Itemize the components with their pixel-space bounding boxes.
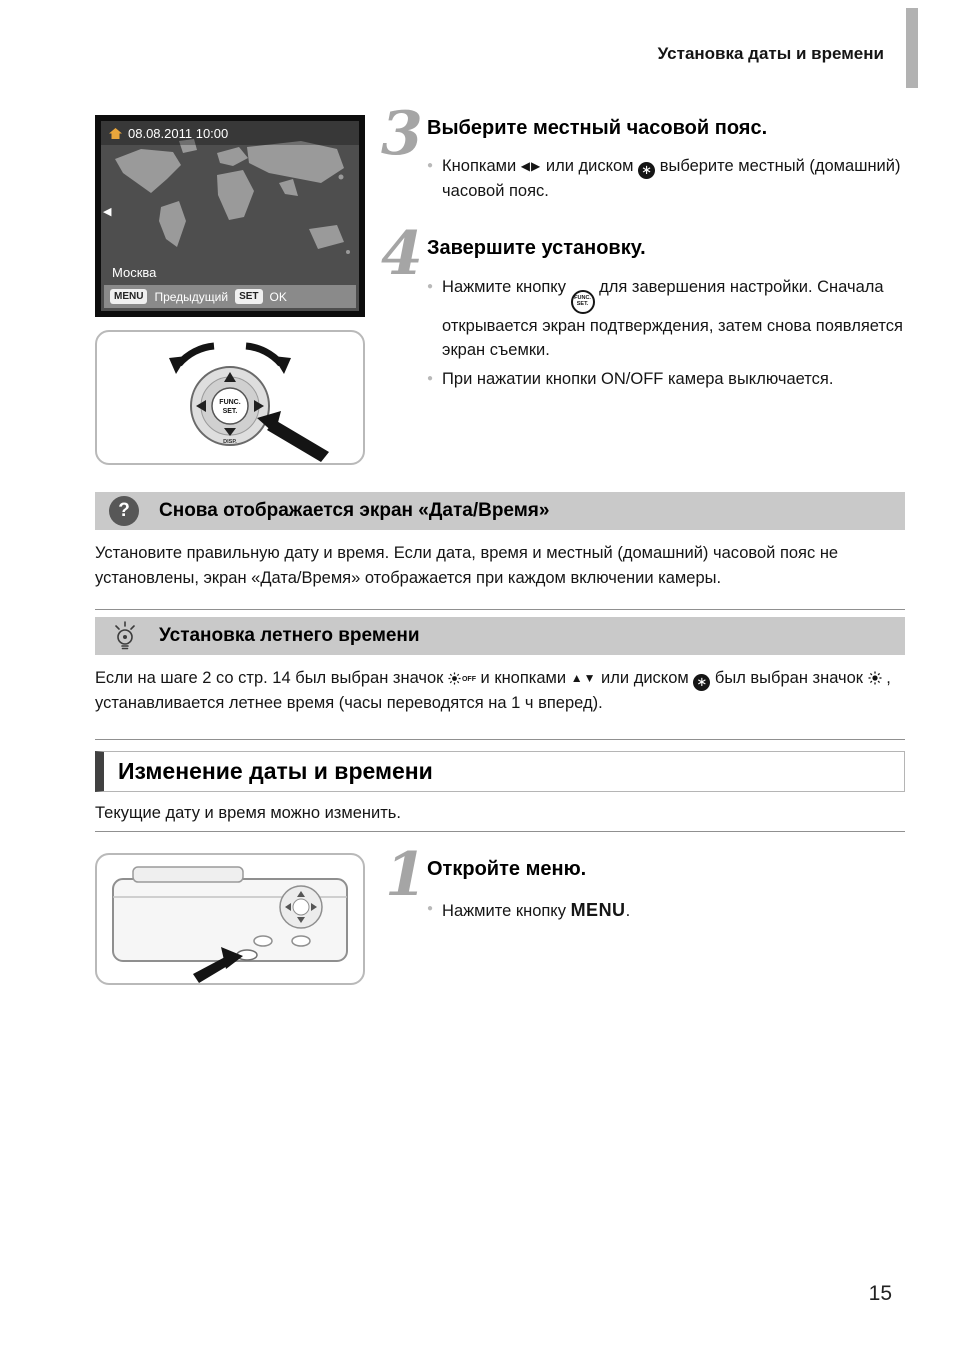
page-edge-tab	[906, 8, 918, 88]
step-3-title: Выберите местный часовой пояс.	[427, 117, 768, 139]
bullet-icon: ●	[427, 373, 434, 384]
summer-time-icon	[868, 671, 882, 685]
ok-label: OK	[269, 289, 287, 304]
disp-label: DISP.	[223, 439, 237, 445]
tip-box-summer-time	[95, 617, 905, 655]
screen-city-label: Москва	[112, 265, 157, 280]
step-3-bullet-text: Кнопками ◀▶ или диском ∗ выберите местный (домашний) часовой пояс.	[442, 157, 901, 200]
tip-2-body: Если на шаге 2 со стр. 14 был выбран значок OFF и кнопками ▲▼ или диском ∗ был выбран значок , устанавливается летнее время (часы переводятся на 1 ч вперед).	[95, 669, 891, 712]
step-4-bullet-1	[427, 275, 905, 363]
control-dial-icon: ∗	[693, 674, 710, 691]
set-label: SET.	[222, 408, 238, 415]
menu-button-label: MENU	[570, 900, 626, 920]
step-number-1: 1	[385, 840, 427, 910]
home-timezone-icon	[109, 128, 122, 140]
step-4-bullet-1-text: Нажмите кнопку FUNC. SET. для завершения настройки. Сначала открывается экран подтверждения, затем снова появляется экран съемки.	[442, 278, 903, 360]
control-dial-icon: ∗	[638, 162, 655, 179]
tip-1-title: Снова отображается экран «Дата/Время»	[159, 500, 550, 521]
screen-status-bar	[109, 126, 228, 141]
tip-1-body: Установите правильную дату и время. Если дата, время и местный (домашний) часовой пояс не установлены, экран «Дата/Время» отображается при каждом включении камеры.	[95, 544, 839, 587]
bullet-icon: ●	[427, 903, 434, 914]
step-4-bullet-2-text: При нажатии кнопки ON/OFF камера выключается.	[442, 370, 834, 388]
screen-button-bar	[104, 285, 356, 308]
screen-date-time: 08.08.2011 10:00	[128, 126, 229, 141]
divider	[95, 609, 905, 610]
set-badge: SET	[235, 289, 262, 304]
left-right-arrows-icon: ◀▶	[520, 159, 542, 173]
divider	[95, 739, 905, 740]
step-1-bullet	[427, 897, 905, 924]
func-set-button-icon: FUNC. SET.	[571, 290, 595, 314]
camera-back-graphic	[97, 855, 363, 983]
step-4-title: Завершите установку.	[427, 237, 646, 259]
bullet-icon: ●	[427, 281, 434, 292]
camera-back-illustration	[95, 853, 365, 985]
tip-2-title: Установка летнего времени	[159, 625, 420, 646]
step-3-bullet	[427, 154, 905, 204]
scroll-left-icon: ◀	[103, 206, 112, 218]
question-icon: ?	[109, 496, 139, 526]
bullet-icon: ●	[427, 160, 434, 171]
section-title: Изменение даты и времени	[118, 758, 433, 784]
page-header: Установка даты и времени	[657, 44, 884, 63]
rear-dial-graphic	[97, 332, 363, 463]
world-map-graphic	[101, 121, 359, 311]
menu-badge: MENU	[110, 289, 147, 304]
camera-screen	[95, 115, 365, 317]
divider	[95, 831, 905, 832]
section-intro-text: Текущие дату и время можно изменить.	[95, 804, 401, 822]
page-number: 15	[868, 1282, 892, 1305]
func-label: FUNC.	[219, 399, 241, 406]
previous-label: Предыдущий	[154, 289, 229, 304]
lamp-hint-icon	[112, 621, 138, 651]
step-1-title: Откройте меню.	[427, 858, 587, 880]
step-number-4: 4	[381, 219, 423, 289]
step-1-bullet-text: Нажмите кнопку MENU.	[442, 900, 631, 920]
section-heading-box	[95, 751, 905, 792]
step-number-3: 3	[381, 99, 423, 169]
world-map	[101, 121, 359, 311]
summer-time-off-icon: OFF	[448, 672, 476, 685]
tip-box-date-time	[95, 492, 905, 530]
up-down-arrows-icon: ▲▼	[570, 671, 597, 685]
rear-dial-illustration	[95, 330, 365, 465]
step-4-bullet-2	[427, 367, 905, 392]
